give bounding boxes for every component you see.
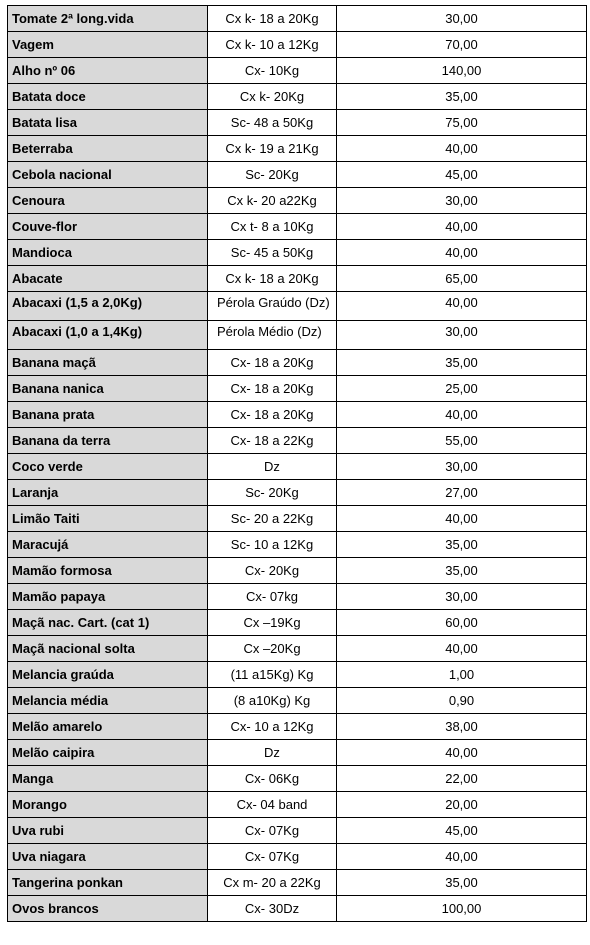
table-row xyxy=(8,688,587,714)
table-row xyxy=(8,740,587,766)
price-cell: 40,00 xyxy=(337,136,587,162)
price-cell: 75,00 xyxy=(337,110,587,136)
product-name-cell: Limão Taiti xyxy=(8,506,208,532)
product-name-cell: Abacaxi (1,0 a 1,4Kg) xyxy=(8,321,208,350)
table-row xyxy=(8,32,587,58)
price-cell: 45,00 xyxy=(337,818,587,844)
unit-cell: Cx- 18 a 22Kg xyxy=(208,428,337,454)
unit-cell: Cx t- 8 a 10Kg xyxy=(208,214,337,240)
unit-cell: Cx k- 20 a22Kg xyxy=(208,188,337,214)
product-name-cell: Manga xyxy=(8,766,208,792)
table-row xyxy=(8,162,587,188)
product-name-cell: Abacaxi (1,5 a 2,0Kg) xyxy=(8,292,208,321)
product-name-cell: Banana prata xyxy=(8,402,208,428)
table-row xyxy=(8,558,587,584)
table-row xyxy=(8,584,587,610)
unit-cell: Cx- 04 band xyxy=(208,792,337,818)
price-cell: 35,00 xyxy=(337,558,587,584)
product-name-cell: Melancia média xyxy=(8,688,208,714)
price-cell: 0,90 xyxy=(337,688,587,714)
table-row xyxy=(8,266,587,292)
product-name-cell: Melão amarelo xyxy=(8,714,208,740)
unit-cell: Sc- 48 a 50Kg xyxy=(208,110,337,136)
price-cell: 40,00 xyxy=(337,292,587,321)
product-name-cell: Beterraba xyxy=(8,136,208,162)
price-cell: 40,00 xyxy=(337,740,587,766)
table-row xyxy=(8,188,587,214)
unit-cell: Cx- 18 a 20Kg xyxy=(208,376,337,402)
price-cell: 40,00 xyxy=(337,214,587,240)
product-name-cell: Banana nanica xyxy=(8,376,208,402)
unit-cell: Cx –20Kg xyxy=(208,636,337,662)
unit-cell: Cx- 18 a 20Kg xyxy=(208,350,337,376)
price-table-body xyxy=(8,6,587,922)
product-name-cell: Batata lisa xyxy=(8,110,208,136)
table-row xyxy=(8,321,587,350)
unit-cell: Cx- 10Kg xyxy=(208,58,337,84)
table-row xyxy=(8,292,587,321)
price-cell: 30,00 xyxy=(337,454,587,480)
price-cell: 35,00 xyxy=(337,870,587,896)
product-name-cell: Banana da terra xyxy=(8,428,208,454)
product-name-cell: Maçã nacional solta xyxy=(8,636,208,662)
table-row xyxy=(8,376,587,402)
price-cell: 40,00 xyxy=(337,844,587,870)
table-row xyxy=(8,636,587,662)
price-cell: 70,00 xyxy=(337,32,587,58)
product-name-cell: Laranja xyxy=(8,480,208,506)
price-cell: 60,00 xyxy=(337,610,587,636)
price-cell: 100,00 xyxy=(337,896,587,922)
product-name-cell: Tomate 2ª long.vida xyxy=(8,6,208,32)
product-name-cell: Vagem xyxy=(8,32,208,58)
price-cell: 40,00 xyxy=(337,402,587,428)
price-cell: 55,00 xyxy=(337,428,587,454)
unit-cell: Sc- 45 a 50Kg xyxy=(208,240,337,266)
unit-cell: Cx –19Kg xyxy=(208,610,337,636)
price-cell: 25,00 xyxy=(337,376,587,402)
product-name-cell: Coco verde xyxy=(8,454,208,480)
unit-cell: Cx- 07Kg xyxy=(208,818,337,844)
table-row xyxy=(8,792,587,818)
price-cell: 40,00 xyxy=(337,636,587,662)
product-name-cell: Cebola nacional xyxy=(8,162,208,188)
price-cell: 30,00 xyxy=(337,188,587,214)
price-cell: 45,00 xyxy=(337,162,587,188)
table-row xyxy=(8,214,587,240)
price-cell: 65,00 xyxy=(337,266,587,292)
unit-cell: Cx k- 19 a 21Kg xyxy=(208,136,337,162)
table-row xyxy=(8,350,587,376)
unit-cell: Sc- 10 a 12Kg xyxy=(208,532,337,558)
table-row xyxy=(8,610,587,636)
product-name-cell: Abacate xyxy=(8,266,208,292)
unit-cell: (8 a10Kg) Kg xyxy=(208,688,337,714)
price-cell: 20,00 xyxy=(337,792,587,818)
table-row xyxy=(8,532,587,558)
unit-cell: Dz xyxy=(208,740,337,766)
unit-cell: Cx k- 18 a 20Kg xyxy=(208,266,337,292)
unit-cell: (11 a15Kg) Kg xyxy=(208,662,337,688)
product-name-cell: Mandioca xyxy=(8,240,208,266)
product-name-cell: Cenoura xyxy=(8,188,208,214)
table-row xyxy=(8,136,587,162)
product-name-cell: Mamão papaya xyxy=(8,584,208,610)
price-cell: 40,00 xyxy=(337,240,587,266)
table-row xyxy=(8,896,587,922)
price-cell: 38,00 xyxy=(337,714,587,740)
unit-cell: Cx- 07kg xyxy=(208,584,337,610)
unit-cell: Cx- 30Dz xyxy=(208,896,337,922)
unit-cell: Dz xyxy=(208,454,337,480)
table-row xyxy=(8,818,587,844)
product-name-cell: Melancia graúda xyxy=(8,662,208,688)
unit-cell: Pérola Médio (Dz) xyxy=(208,321,337,350)
price-cell: 35,00 xyxy=(337,532,587,558)
price-cell: 30,00 xyxy=(337,321,587,350)
price-cell: 35,00 xyxy=(337,84,587,110)
product-name-cell: Maçã nac. Cart. (cat 1) xyxy=(8,610,208,636)
product-name-cell: Alho nº 06 xyxy=(8,58,208,84)
price-cell: 40,00 xyxy=(337,506,587,532)
product-name-cell: Maracujá xyxy=(8,532,208,558)
table-row xyxy=(8,110,587,136)
table-row xyxy=(8,402,587,428)
table-row xyxy=(8,6,587,32)
price-cell: 30,00 xyxy=(337,6,587,32)
product-name-cell: Melão caipira xyxy=(8,740,208,766)
product-name-cell: Banana maçã xyxy=(8,350,208,376)
price-cell: 35,00 xyxy=(337,350,587,376)
unit-cell: Cx m- 20 a 22Kg xyxy=(208,870,337,896)
product-name-cell: Uva niagara xyxy=(8,844,208,870)
price-cell: 22,00 xyxy=(337,766,587,792)
table-row xyxy=(8,506,587,532)
unit-cell: Cx- 10 a 12Kg xyxy=(208,714,337,740)
table-row xyxy=(8,714,587,740)
product-name-cell: Uva rubi xyxy=(8,818,208,844)
table-row xyxy=(8,454,587,480)
table-row xyxy=(8,766,587,792)
product-name-cell: Mamão formosa xyxy=(8,558,208,584)
table-row xyxy=(8,84,587,110)
unit-cell: Cx k- 20Kg xyxy=(208,84,337,110)
table-row xyxy=(8,480,587,506)
table-row xyxy=(8,240,587,266)
product-name-cell: Tangerina ponkan xyxy=(8,870,208,896)
product-name-cell: Morango xyxy=(8,792,208,818)
price-cell: 27,00 xyxy=(337,480,587,506)
table-row xyxy=(8,58,587,84)
product-name-cell: Couve-flor xyxy=(8,214,208,240)
table-row xyxy=(8,844,587,870)
unit-cell: Pérola Graúdo (Dz) xyxy=(208,292,337,321)
product-name-cell: Batata doce xyxy=(8,84,208,110)
table-row xyxy=(8,870,587,896)
price-cell: 1,00 xyxy=(337,662,587,688)
table-row xyxy=(8,428,587,454)
unit-cell: Cx- 07Kg xyxy=(208,844,337,870)
unit-cell: Cx k- 18 a 20Kg xyxy=(208,6,337,32)
price-cell: 140,00 xyxy=(337,58,587,84)
table-row xyxy=(8,662,587,688)
price-table xyxy=(7,5,587,922)
unit-cell: Cx k- 10 a 12Kg xyxy=(208,32,337,58)
unit-cell: Cx- 20Kg xyxy=(208,558,337,584)
unit-cell: Sc- 20 a 22Kg xyxy=(208,506,337,532)
price-cell: 30,00 xyxy=(337,584,587,610)
product-name-cell: Ovos brancos xyxy=(8,896,208,922)
unit-cell: Cx- 18 a 20Kg xyxy=(208,402,337,428)
unit-cell: Cx- 06Kg xyxy=(208,766,337,792)
unit-cell: Sc- 20Kg xyxy=(208,480,337,506)
unit-cell: Sc- 20Kg xyxy=(208,162,337,188)
